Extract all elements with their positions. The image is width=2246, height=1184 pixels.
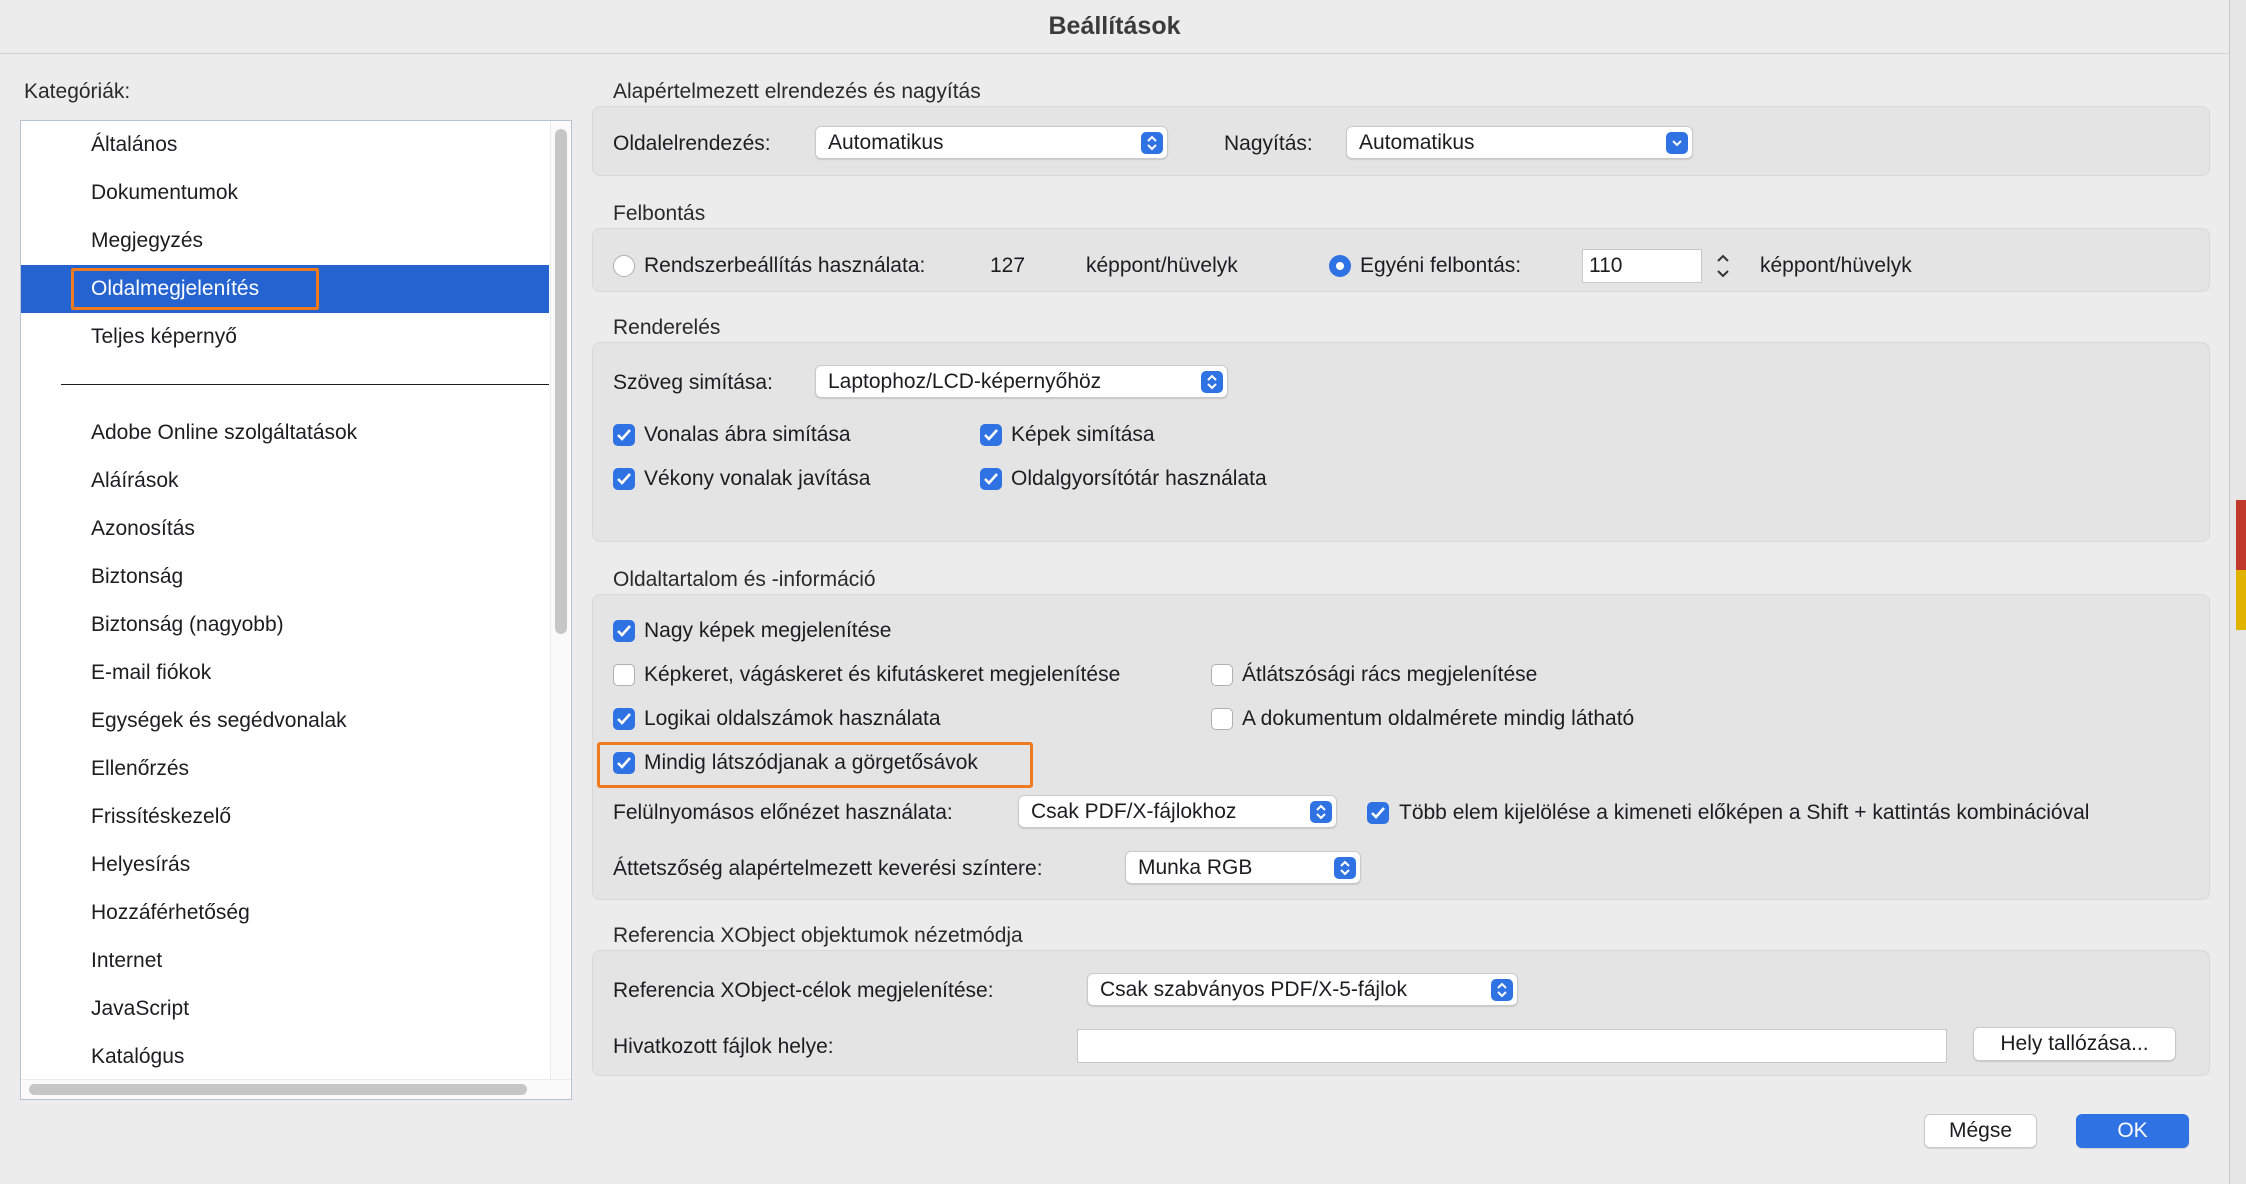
categories-label: Kategóriák: bbox=[24, 80, 131, 103]
smooth-images-label: Képek simítása bbox=[1011, 423, 1155, 446]
browse-location-button[interactable]: Hely tallózása... bbox=[1973, 1027, 2176, 1061]
overprint-preview-label: Felülnyomásos előnézet használata: bbox=[613, 801, 953, 824]
page-layout-label: Oldalelrendezés: bbox=[613, 132, 771, 155]
page-layout-select[interactable] bbox=[815, 126, 1168, 159]
category-item-javascript[interactable]: JavaScript bbox=[91, 997, 190, 1020]
zoom-select[interactable] bbox=[1346, 126, 1693, 159]
category-item-updater[interactable]: Frissítéskezelő bbox=[91, 805, 232, 828]
resolution-group bbox=[592, 228, 2210, 292]
category-item-spelling[interactable]: Helyesírás bbox=[91, 853, 191, 876]
category-separator bbox=[61, 384, 549, 385]
chevron-down-icon bbox=[1666, 132, 1688, 154]
category-item-full-screen[interactable]: Teljes képernyő bbox=[91, 325, 237, 348]
referenced-files-location-input[interactable] bbox=[1077, 1029, 1947, 1063]
zoom-label: Nagyítás: bbox=[1224, 132, 1313, 155]
smooth-line-art-label: Vonalas ábra simítása bbox=[644, 423, 851, 446]
rendering-section-title: Renderelés bbox=[613, 316, 721, 339]
shift-click-multi-select-label: Több elem kijelölése a kimeneti előképen a Shift + kattintás kombinációval bbox=[1399, 801, 2090, 824]
category-item-security-enhanced[interactable]: Biztonság (nagyobb) bbox=[91, 613, 284, 636]
blend-space-label: Áttetszőség alapértelmezett keverési színtere: bbox=[613, 857, 1043, 880]
xobject-section-title: Referencia XObject objektumok nézetmódja bbox=[613, 924, 1023, 947]
enhance-thin-lines-label: Vékony vonalak javítása bbox=[644, 467, 871, 490]
category-item-signatures[interactable]: Aláírások bbox=[91, 469, 179, 492]
up-down-chevron-icon bbox=[1141, 132, 1163, 154]
category-item-documents[interactable]: Dokumentumok bbox=[91, 181, 239, 204]
up-down-chevron-icon bbox=[1334, 857, 1356, 879]
show-transparency-grid-label: Átlátszósági rács megjelenítése bbox=[1242, 663, 1538, 686]
custom-resolution-label: Egyéni felbontás: bbox=[1360, 254, 1522, 277]
xobject-group bbox=[592, 950, 2210, 1076]
show-art-trim-bleed-label: Képkeret, vágáskeret és kifutáskeret megjelenítése bbox=[644, 663, 1121, 686]
smooth-text-value: Laptophoz/LCD-képernyőhöz bbox=[828, 370, 1102, 393]
page-cache-checkbox[interactable] bbox=[980, 468, 1002, 490]
background-color-block bbox=[2236, 570, 2246, 630]
category-item-review[interactable]: Ellenőrzés bbox=[91, 757, 190, 780]
logical-page-numbers-checkbox[interactable] bbox=[613, 708, 635, 730]
enhance-thin-lines-checkbox[interactable] bbox=[613, 468, 635, 490]
custom-resolution-unit: képpont/hüvelyk bbox=[1760, 254, 1912, 277]
page-cache-label: Oldalgyorsítótár használata bbox=[1011, 467, 1267, 490]
page-content-section-title: Oldaltartalom és -információ bbox=[613, 568, 876, 591]
rendering-group bbox=[592, 342, 2210, 542]
category-item-email-accounts[interactable]: E-mail fiókok bbox=[91, 661, 212, 684]
show-large-images-label: Nagy képek megjelenítése bbox=[644, 619, 892, 642]
xobject-targets-value: Csak szabványos PDF/X-5-fájlok bbox=[1100, 978, 1407, 1001]
page-layout-value: Automatikus bbox=[828, 131, 944, 154]
always-show-scrollbars-checkbox[interactable] bbox=[613, 752, 635, 774]
overprint-preview-select[interactable] bbox=[1018, 795, 1337, 828]
window-title: Beállítások bbox=[1048, 12, 1181, 40]
category-item-label: Oldalmegjelenítés bbox=[91, 277, 260, 300]
categories-list[interactable] bbox=[20, 120, 572, 1100]
page-content-group bbox=[592, 594, 2210, 900]
category-item-comments[interactable]: Megjegyzés bbox=[91, 229, 204, 252]
custom-resolution-input[interactable]: 110 bbox=[1582, 249, 1702, 283]
show-large-images-checkbox[interactable] bbox=[613, 620, 635, 642]
layout-zoom-group bbox=[592, 106, 2210, 176]
ok-button[interactable]: OK bbox=[2076, 1114, 2189, 1148]
smooth-text-select[interactable] bbox=[815, 365, 1228, 398]
title-bar bbox=[0, 0, 2229, 54]
smooth-line-art-checkbox[interactable] bbox=[613, 424, 635, 446]
always-show-scrollbars-label: Mindig látszódjanak a görgetősávok bbox=[644, 751, 978, 774]
system-resolution-radio[interactable] bbox=[613, 255, 635, 277]
category-item-page-display[interactable] bbox=[21, 265, 549, 313]
zoom-value: Automatikus bbox=[1359, 131, 1475, 154]
up-down-chevron-icon bbox=[1491, 979, 1513, 1001]
resolution-stepper-icon[interactable] bbox=[1712, 249, 1734, 283]
background-color-block bbox=[2236, 500, 2246, 570]
category-item-accessibility[interactable]: Hozzáférhetőség bbox=[91, 901, 250, 924]
custom-resolution-radio[interactable] bbox=[1329, 255, 1351, 277]
up-down-chevron-icon bbox=[1201, 371, 1223, 393]
up-down-chevron-icon bbox=[1310, 801, 1332, 823]
system-resolution-label: Rendszerbeállítás használata: bbox=[644, 254, 926, 277]
xobject-targets-select[interactable] bbox=[1087, 973, 1518, 1006]
always-show-page-size-label: A dokumentum oldalmérete mindig látható bbox=[1242, 707, 1635, 730]
overprint-preview-value: Csak PDF/X-fájlokhoz bbox=[1031, 800, 1237, 823]
category-item-internet[interactable]: Internet bbox=[91, 949, 163, 972]
logical-page-numbers-label: Logikai oldalszámok használata bbox=[644, 707, 941, 730]
shift-click-multi-select-checkbox[interactable] bbox=[1367, 802, 1389, 824]
background-window-edge bbox=[2230, 0, 2246, 1184]
category-item-catalog[interactable]: Katalógus bbox=[91, 1045, 185, 1068]
category-item-identity[interactable]: Azonosítás bbox=[91, 517, 195, 540]
vertical-scrollbar-thumb[interactable] bbox=[555, 129, 567, 634]
category-item-general[interactable]: Általános bbox=[91, 133, 178, 156]
category-item-security[interactable]: Biztonság bbox=[91, 565, 184, 588]
show-art-trim-bleed-checkbox[interactable] bbox=[613, 664, 635, 686]
always-show-page-size-checkbox[interactable] bbox=[1211, 708, 1233, 730]
blend-space-value: Munka RGB bbox=[1138, 856, 1253, 879]
system-resolution-value: 127 bbox=[990, 254, 1026, 277]
category-item-adobe-online[interactable]: Adobe Online szolgáltatások bbox=[91, 421, 358, 444]
horizontal-scrollbar-thumb[interactable] bbox=[29, 1084, 527, 1095]
referenced-files-location-label: Hivatkozott fájlok helye: bbox=[613, 1035, 834, 1058]
resolution-section-title: Felbontás bbox=[613, 202, 706, 225]
blend-space-select[interactable] bbox=[1125, 851, 1361, 884]
layout-zoom-section-title: Alapértelmezett elrendezés és nagyítás bbox=[613, 80, 981, 103]
smooth-text-label: Szöveg simítása: bbox=[613, 371, 773, 394]
cancel-button[interactable]: Mégse bbox=[1924, 1114, 2037, 1148]
xobject-targets-label: Referencia XObject-célok megjelenítése: bbox=[613, 979, 994, 1002]
category-item-units-guides[interactable]: Egységek és segédvonalak bbox=[91, 709, 347, 732]
smooth-images-checkbox[interactable] bbox=[980, 424, 1002, 446]
show-transparency-grid-checkbox[interactable] bbox=[1211, 664, 1233, 686]
system-resolution-unit: képpont/hüvelyk bbox=[1086, 254, 1238, 277]
